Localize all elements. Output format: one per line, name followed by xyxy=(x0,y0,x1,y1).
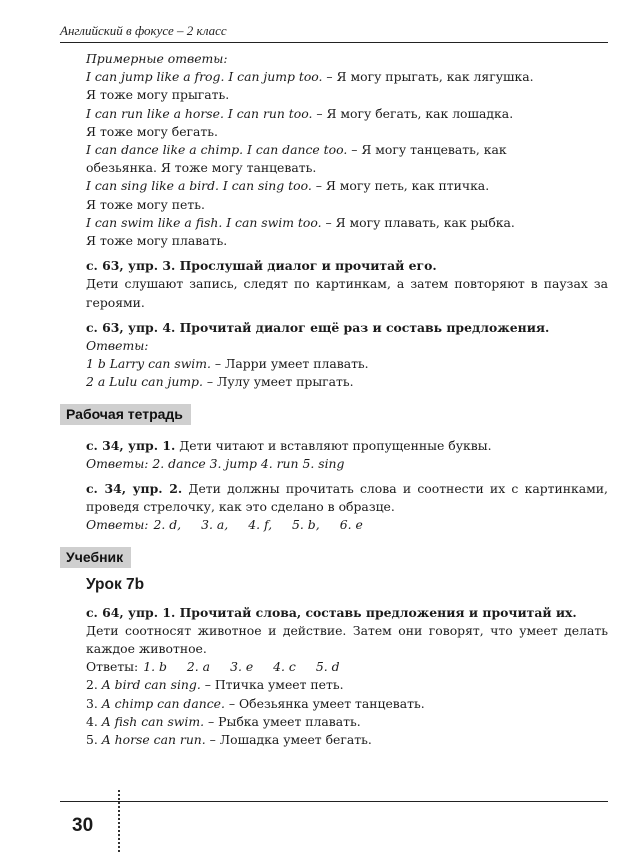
sentence-en: A bird can sing. xyxy=(101,677,201,693)
ex3-heading: с. 63, упр. 3. Прослушай диалог и прочитай его. xyxy=(86,258,437,274)
sentence-ru: – Лошадка умеет бегать. xyxy=(205,732,372,748)
wb-ex2-answers xyxy=(86,516,608,534)
sample-answer-4 xyxy=(86,177,608,213)
sample-answers-label: Примерные ответы: xyxy=(86,51,228,66)
wb-ex2-heading: с. 34, упр. 2. xyxy=(86,481,183,497)
answer-ru: – Я могу прыгать, как лягушка. xyxy=(322,69,534,85)
wb-ex1-text: Дети читают и вставляют пропущенные буквы. xyxy=(175,437,492,453)
sentence-num: 3. xyxy=(86,695,102,711)
answer-item: 4. f, xyxy=(248,517,273,533)
answer-en: 2 a Lulu can jump. xyxy=(86,374,203,390)
tb-sentence-4 xyxy=(86,731,608,749)
sentence-en: A fish can swim. xyxy=(101,713,205,729)
sentence-num: 2. xyxy=(86,677,102,693)
answer-ru-cont: Я тоже могу бегать. xyxy=(86,123,218,139)
answer-item: 3. e xyxy=(230,659,254,675)
workbook-section-title: Рабочая тетрадь xyxy=(60,404,191,425)
running-header: Английский в фокусе – 2 класс xyxy=(60,22,608,43)
ex4-answers-label: Ответы: xyxy=(86,338,149,354)
ex3-text: Дети слушают запись, следят по картинкам, а затем повторяют в паузах за героями. xyxy=(86,276,608,310)
sentence-ru: – Обезьянка умеет танцевать. xyxy=(224,695,425,711)
answer-ru: – Я могу танцевать, как xyxy=(347,142,507,158)
answer-ru-cont: Я тоже могу плавать. xyxy=(86,233,228,249)
footer-dotted-divider xyxy=(118,790,120,852)
textbook-section-title: Учебник xyxy=(60,547,131,568)
wb-ex1-answers: Ответы: 2. dance 3. jump 4. run 5. sing xyxy=(86,455,345,471)
ex4-answer-1 xyxy=(86,355,608,373)
tb-sentence-3 xyxy=(86,713,608,731)
sentence-en: A horse can run. xyxy=(101,732,206,748)
wb-ex2 xyxy=(86,480,608,516)
answer-ru: – Я могу плавать, как рыбка. xyxy=(321,214,515,230)
sentence-num: 5. xyxy=(86,732,102,748)
answer-item: 2. d, xyxy=(153,517,182,533)
sentence-ru: – Рыбка умеет плавать. xyxy=(204,713,361,729)
answer-item: 1. b xyxy=(143,659,167,675)
tb-ex1-answers xyxy=(86,658,608,676)
answer-item: 5. b, xyxy=(292,517,320,533)
answer-en: 1 b Larry can swim. xyxy=(86,356,211,372)
tb-sentence-1 xyxy=(86,676,608,694)
wb-ex2-text: Дети должны прочитать слова и соотнести их с картинками, проведя стрелочку, как это сделано в образце. xyxy=(86,481,608,515)
answers-label: Ответы: xyxy=(86,659,139,675)
ex4-heading: с. 63, упр. 4. Прочитай диалог ещё раз и составь предложения. xyxy=(86,319,550,335)
lesson-title: Урок 7b xyxy=(86,575,145,593)
answer-ru: – Ларри умеет плавать. xyxy=(210,356,369,372)
ex4-answer-2 xyxy=(86,373,608,391)
answer-item: 3. a, xyxy=(201,517,229,533)
answer-ru-cont: Я тоже могу петь. xyxy=(86,196,205,212)
answer-ru: – Лулу умеет прыгать. xyxy=(202,374,354,390)
answers-label: Ответы: xyxy=(86,517,149,533)
footer-rule xyxy=(60,801,608,802)
answer-item: 2. a xyxy=(186,659,211,675)
answer-en: I can jump like a frog. I can jump too. xyxy=(86,69,323,85)
answer-ru-cont: обезьянка. Я тоже могу танцевать. xyxy=(86,160,317,176)
answer-en: I can run like a horse. I can run too. xyxy=(86,105,313,121)
wb-ex1-heading: с. 34, упр. 1. xyxy=(86,437,176,453)
tb-ex1-heading: с. 64, упр. 1. Прочитай слова, составь предложения и прочитай их. xyxy=(86,604,577,620)
answer-item: 5. d xyxy=(315,659,340,675)
answer-item: 6. e xyxy=(339,517,363,533)
sample-answer-2 xyxy=(86,105,608,141)
tb-ex1-text: Дети соотносят животное и действие. Затем они говорят, что умеет делать каждое животное. xyxy=(86,622,608,657)
page-number: 30 xyxy=(72,815,94,836)
wb-ex1 xyxy=(86,437,608,455)
answer-ru: – Я могу петь, как птичка. xyxy=(311,178,490,194)
sample-answer-3 xyxy=(86,141,608,177)
page-content xyxy=(66,50,608,749)
sentence-ru: – Птичка умеет петь. xyxy=(200,677,344,693)
answer-en: I can dance like a chimp. I can dance too. xyxy=(86,142,348,158)
answer-en: I can swim like a fish. I can swim too. xyxy=(86,214,322,230)
tb-sentence-2 xyxy=(86,695,608,713)
answer-ru-cont: Я тоже могу прыгать. xyxy=(86,87,230,103)
answer-en: I can sing like a bird. I can sing too. xyxy=(86,178,312,194)
answer-ru: – Я могу бегать, как лошадка. xyxy=(312,105,514,121)
sentence-num: 4. xyxy=(86,713,102,729)
sentence-en: A chimp can dance. xyxy=(101,695,225,711)
sample-answer-1 xyxy=(86,68,608,104)
answer-item: 4. c xyxy=(273,659,296,675)
sample-answer-5 xyxy=(86,214,608,250)
